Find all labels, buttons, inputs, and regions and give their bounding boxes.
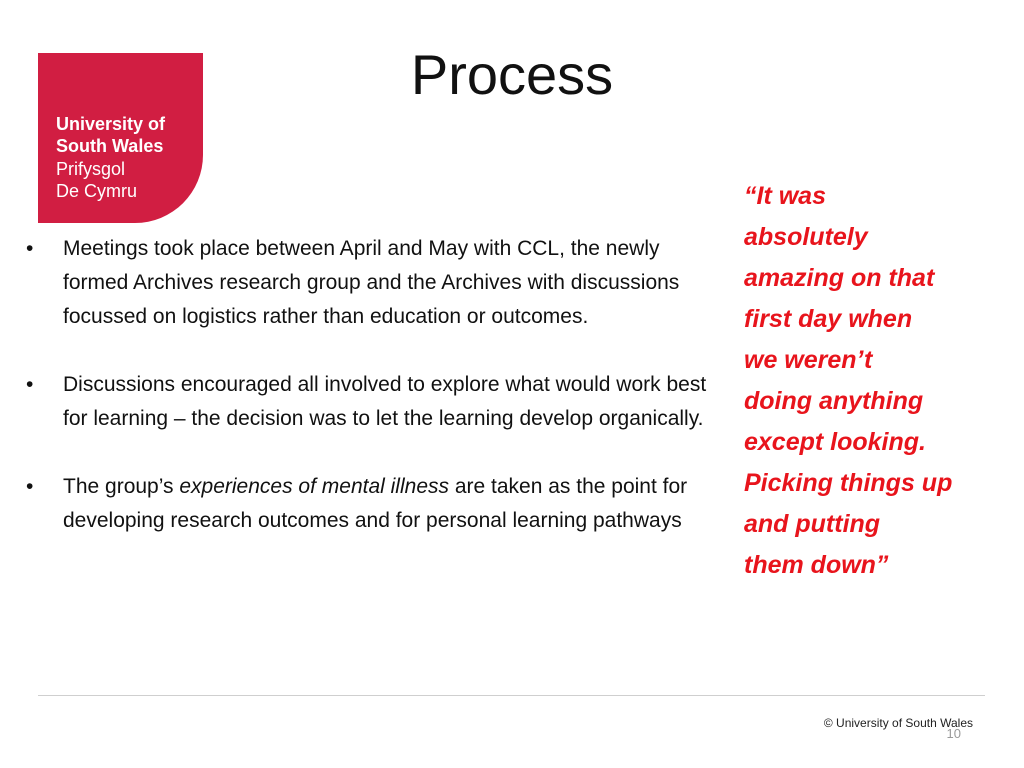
quote-line: Picking things up: [744, 469, 953, 497]
quote-line: absolutely: [744, 223, 868, 251]
logo-text-line-3: Prifysgol: [56, 159, 126, 179]
quote-line: “It was: [744, 182, 826, 210]
bullet-marker: •: [26, 475, 34, 498]
footer-divider: [38, 695, 985, 696]
bullet-text-emphasis: experiences of mental illness: [179, 475, 449, 498]
page-number: 10: [946, 726, 961, 741]
quote-line: amazing on that: [744, 264, 935, 292]
bullet-marker: •: [26, 373, 34, 396]
bullet-item: [24, 368, 724, 436]
logo-text-line-2: South Wales: [56, 136, 164, 156]
logo-text-line-4: De Cymru: [56, 181, 138, 201]
bullet-list: [24, 232, 724, 572]
bullet-item: [24, 470, 724, 538]
copyright-text: © University of South Wales: [823, 716, 973, 730]
bullet-text: Discussions encouraged all involved to explore what would work best for learning – the decision was to let the learning develop organically.: [63, 373, 707, 430]
quote-line: doing anything: [744, 387, 924, 415]
quote-line: first day when: [744, 305, 913, 333]
quote-line: them down”: [744, 551, 889, 579]
pull-quote: [744, 176, 1006, 586]
quote-line: except looking.: [744, 428, 926, 456]
slide-title: Process: [410, 43, 614, 106]
bullet-item: [24, 232, 724, 334]
bullet-marker: •: [26, 237, 34, 260]
bullet-text-end: are taken as the point for developing research outcomes and for personal learning pathways: [63, 475, 688, 532]
bullet-text-start: The group’s: [63, 475, 180, 498]
logo-text-line-1: University of: [56, 114, 166, 134]
quote-line: and putting: [744, 510, 881, 538]
bullet-text: Meetings took place between April and May with CCL, the newly formed Archives research group and the Archives with discussions focussed on logistics rather than education or outcomes.: [63, 237, 680, 328]
quote-line: we weren’t: [744, 346, 873, 374]
